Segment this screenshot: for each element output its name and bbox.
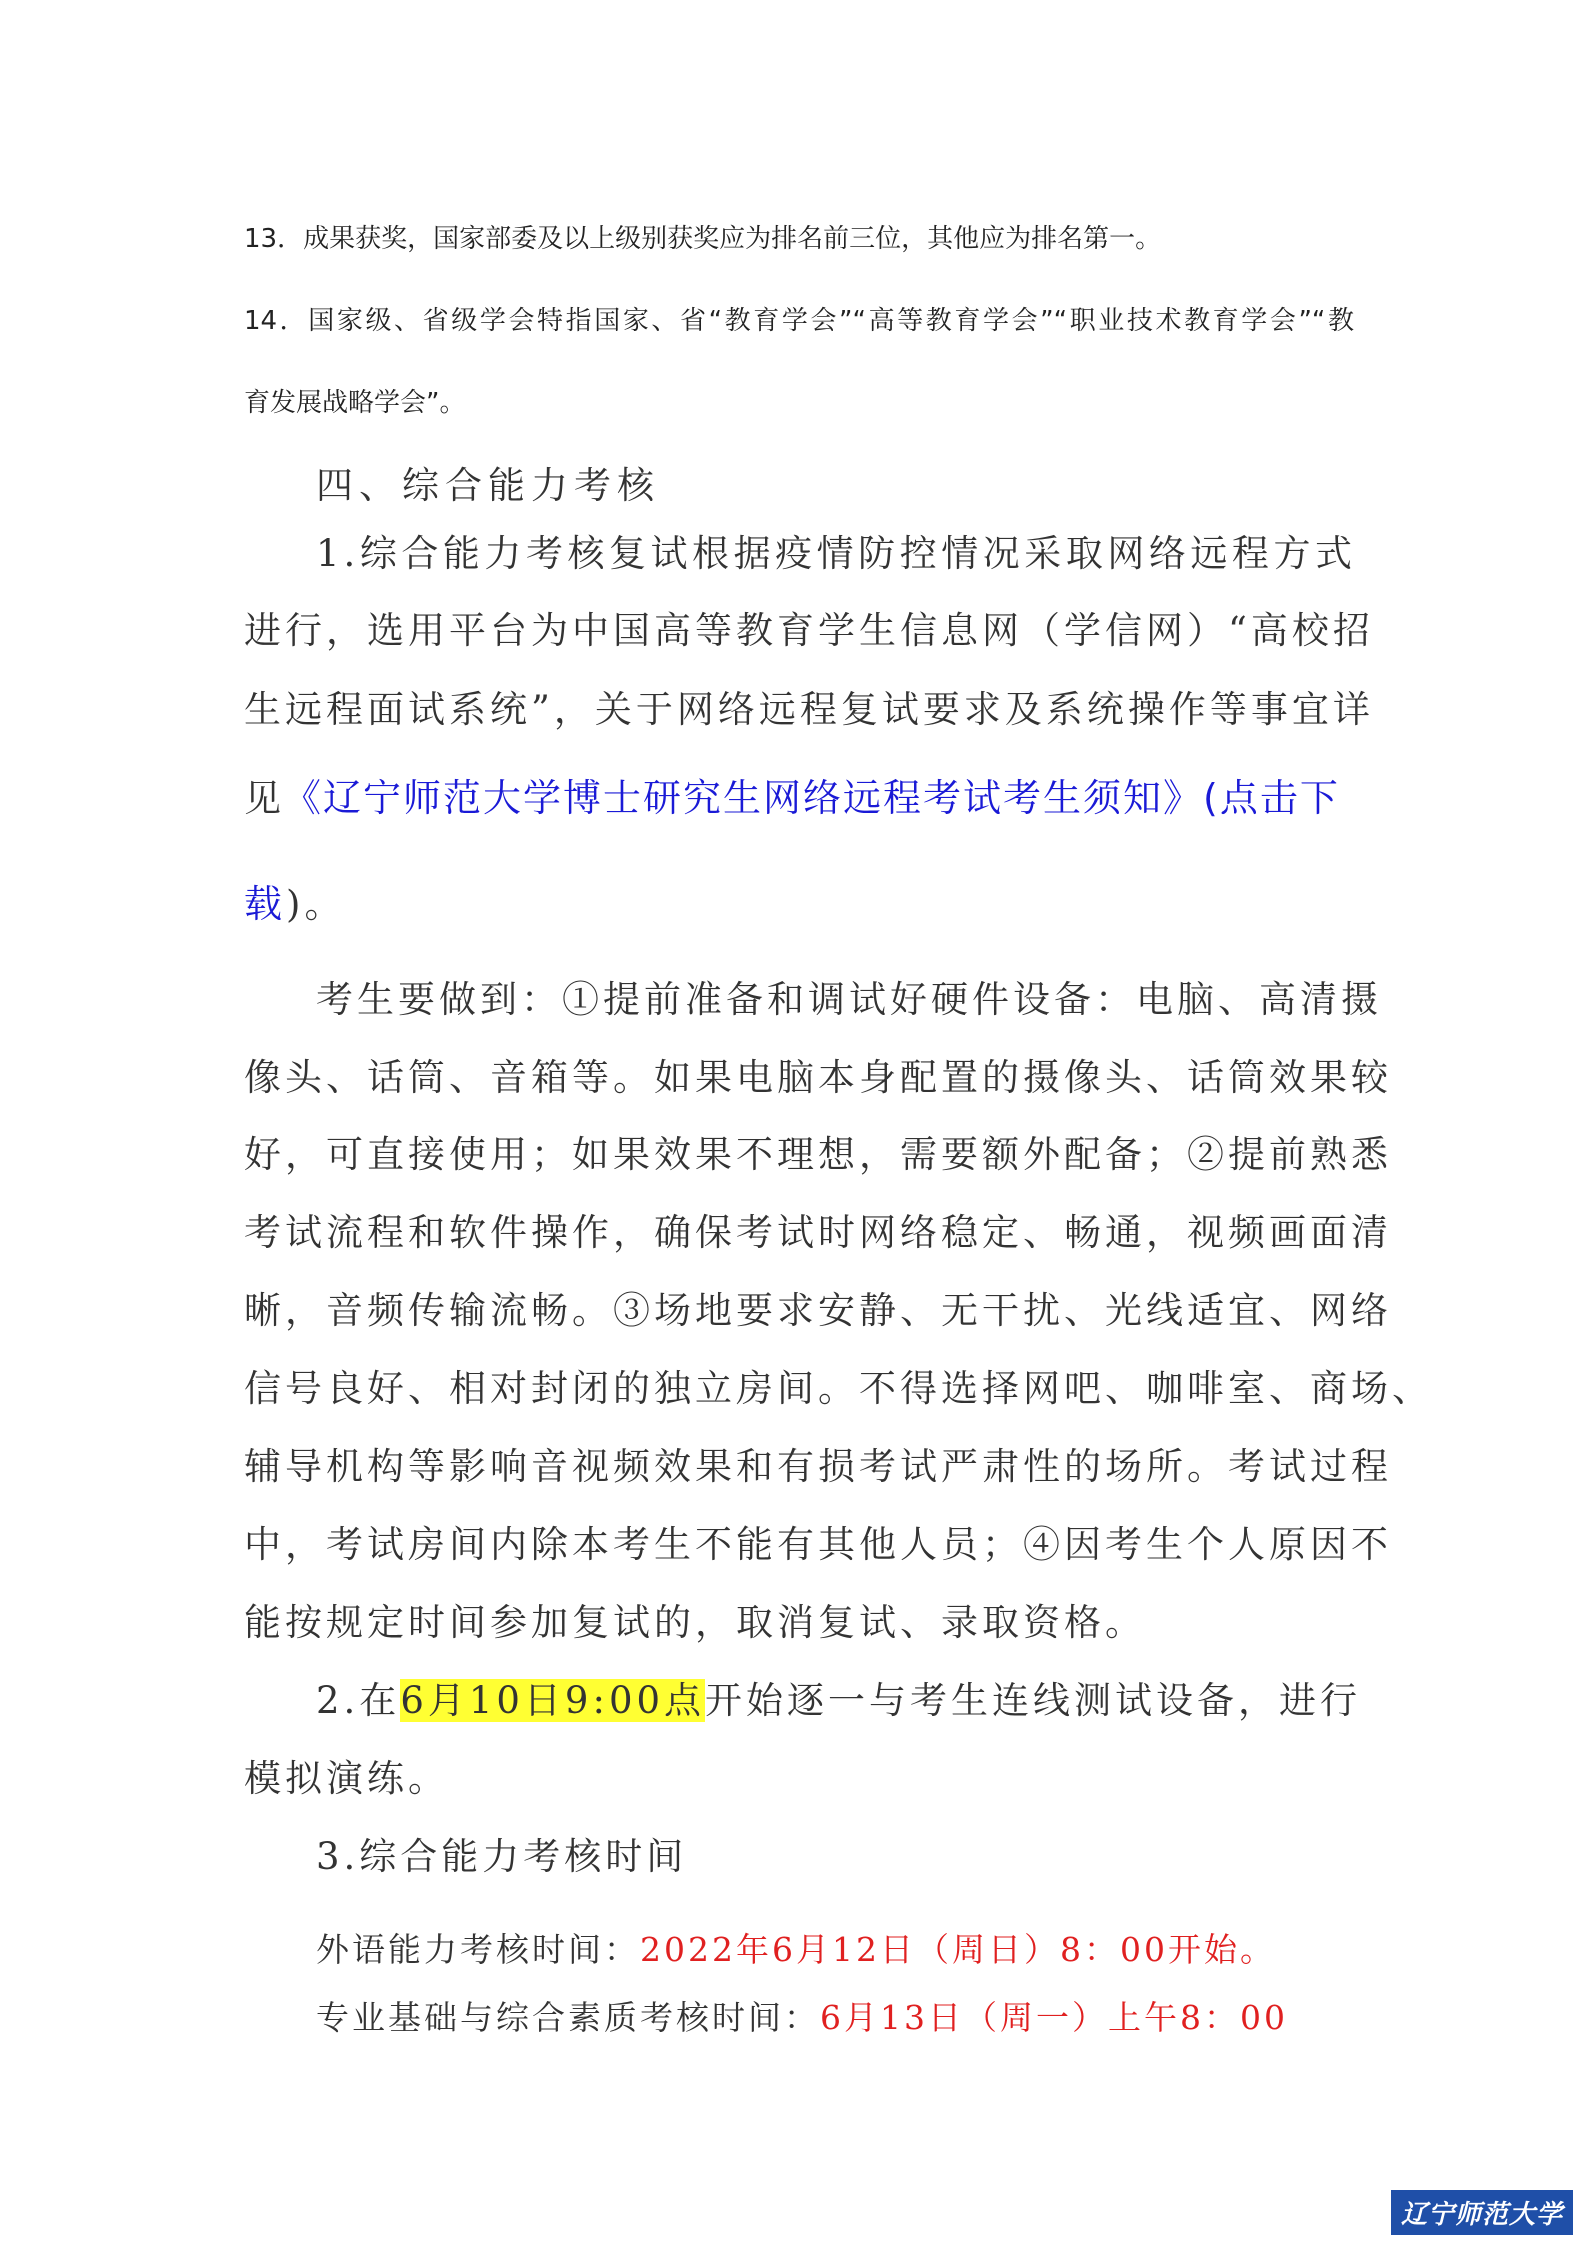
item2-line1 bbox=[316, 1677, 1362, 1725]
foreign-exam-label: 外语能力考核时间： bbox=[316, 1930, 640, 1969]
req-line1 bbox=[316, 976, 1382, 1024]
item2-line2: 模拟演练。 bbox=[244, 1757, 449, 1800]
item1-line5 bbox=[244, 880, 1354, 929]
foreign-exam-value: 2022年6月12日（周日）8：00开始。 bbox=[640, 1930, 1276, 1969]
major-exam-label: 专业基础与综合素质考核时间： bbox=[316, 1998, 820, 2037]
note-14-line1: 14．国家级、省级学会特指国家、省“教育学会”“高等教育学会”“职业技术教育学会”“教 bbox=[244, 306, 1354, 336]
item1-line1 bbox=[316, 530, 1356, 578]
item3-title: 3.综合能力考核时间 bbox=[316, 1835, 688, 1878]
item2-highlight-date: 6月10日9:00点 bbox=[400, 1679, 706, 1722]
item1-line2: 进行，选用平台为中国高等教育学生信息网（学信网）“高校招 bbox=[244, 609, 1374, 652]
req-line8: 中，考试房间内除本考生不能有其他人员；④因考生个人原因不 bbox=[244, 1523, 1392, 1566]
note-14-line2: 育发展战略学会”。 bbox=[244, 388, 466, 418]
req-line9: 能按规定时间参加复试的，取消复试、录取资格。 bbox=[244, 1601, 1146, 1644]
item1-line5-suffix: )。 bbox=[286, 883, 346, 926]
req-line2: 像头、话筒、音箱等。如果电脑本身配置的摄像头、话筒效果较 bbox=[244, 1056, 1392, 1099]
section-heading: 四、综合能力考核 bbox=[316, 464, 660, 507]
major-exam-time bbox=[316, 1996, 1356, 2040]
item1-line4 bbox=[244, 774, 1354, 823]
note-13: 13．成果获奖，国家部委及以上级别获奖应为排名前三位，其他应为排名第一。 bbox=[244, 224, 1162, 254]
item2-prefix: 2.在 bbox=[316, 1679, 401, 1722]
item1-line4-prefix: 见 bbox=[244, 777, 283, 820]
item2-rest: 开始逐一与考生连线测试设备，进行 bbox=[705, 1679, 1362, 1722]
req-line4: 考试流程和软件操作，确保考试时网络稳定、畅通，视频画面清 bbox=[244, 1211, 1392, 1254]
req-line1-text: 考生要做到：①提前准备和调试好硬件设备：电脑、高清摄 bbox=[316, 978, 1382, 1021]
req-line6: 信号良好、相对封闭的独立房间。不得选择网吧、咖啡室、商场、 bbox=[244, 1367, 1433, 1410]
req-line3: 好，可直接使用；如果效果不理想，需要额外配备；②提前熟悉 bbox=[244, 1133, 1392, 1176]
req-line5: 晰，音频传输流畅。③场地要求安静、无干扰、光线适宜、网络 bbox=[244, 1289, 1392, 1332]
notice-download-link-cont[interactable]: 载 bbox=[244, 882, 287, 926]
notice-download-link[interactable]: 《辽宁师范大学博士研究生网络远程考试考生须知》(点击下 bbox=[283, 776, 1340, 820]
item1-line1-text: 1.综合能力考核复试根据疫情防控情况采取网络远程方式 bbox=[316, 532, 1356, 575]
req-line7: 辅导机构等影响音视频效果和有损考试严肃性的场所。考试过程 bbox=[244, 1445, 1392, 1488]
major-exam-value: 6月13日（周一）上午8：00 bbox=[820, 1998, 1288, 2037]
university-watermark: 辽宁师范大学 bbox=[1391, 2190, 1573, 2235]
foreign-exam-time bbox=[316, 1928, 1356, 1972]
item1-line3: 生远程面试系统”，关于网络远程复试要求及系统操作等事宜详 bbox=[244, 688, 1374, 731]
